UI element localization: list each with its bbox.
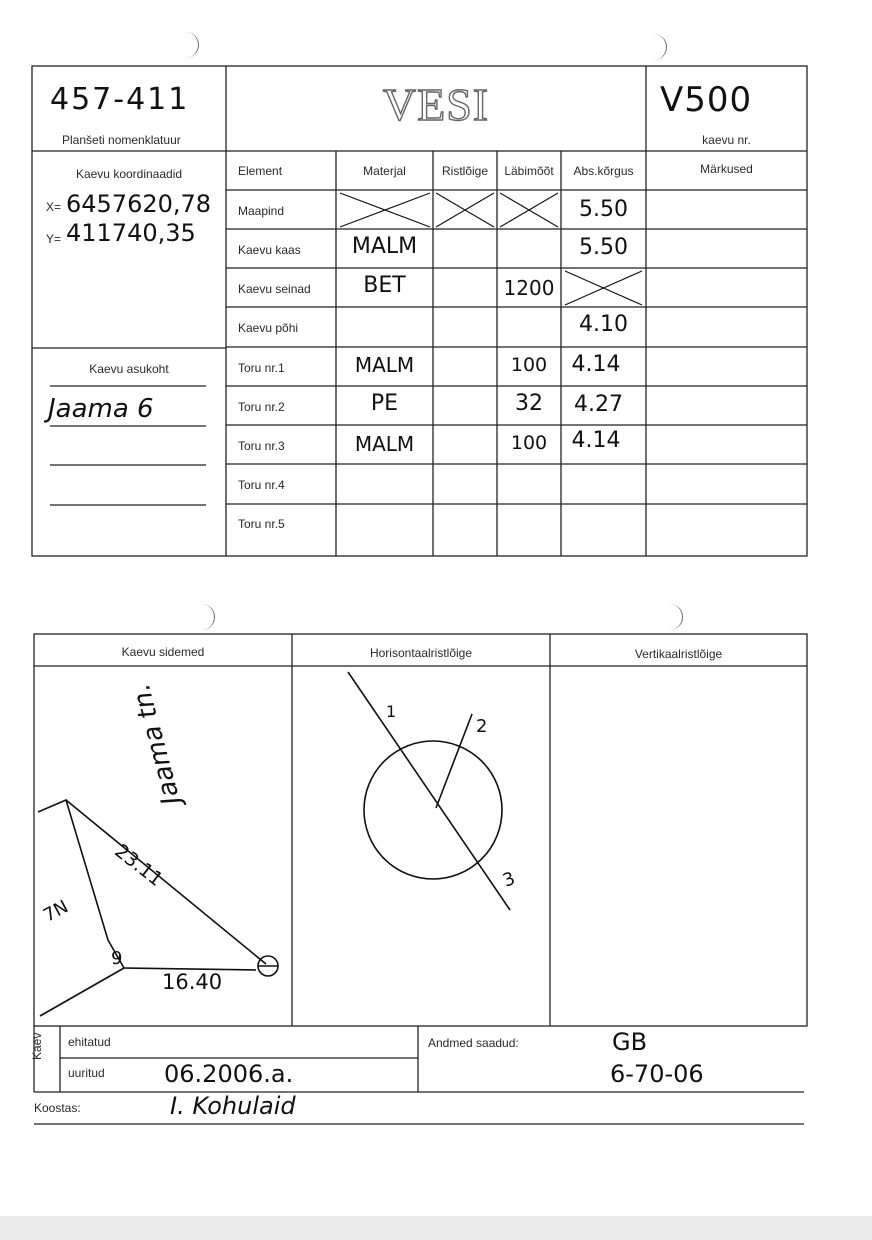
table-row-height: 5.50 bbox=[579, 197, 628, 222]
table-row-material: MALM bbox=[351, 234, 418, 259]
col-header-cross-section: Ristlõige bbox=[441, 164, 489, 178]
table-row-element: Toru nr.5 bbox=[238, 517, 285, 531]
table-row-diameter: 1200 bbox=[503, 276, 555, 300]
street-label: Jaama tn. bbox=[125, 680, 187, 808]
col-header-abs-height: Abs.kõrgus bbox=[573, 164, 634, 178]
table-row-material: MALM bbox=[354, 432, 415, 456]
surveyed-label: uuritud bbox=[68, 1066, 105, 1080]
table-row-diameter: 100 bbox=[510, 432, 548, 454]
built-label: ehitatud bbox=[68, 1035, 111, 1049]
distance-label-1: 23.11 bbox=[110, 840, 167, 891]
location-label: Kaevu asukoht bbox=[89, 362, 169, 376]
table-row-element: Toru nr.1 bbox=[238, 361, 285, 375]
well-number-label: kaevu nr. bbox=[702, 133, 751, 147]
data-source-label: Andmed saadud: bbox=[428, 1036, 519, 1050]
data-source-value-1: GB bbox=[612, 1028, 648, 1056]
table-row-element: Maapind bbox=[238, 204, 285, 218]
table-row-height: 4.27 bbox=[574, 392, 623, 417]
plansheet-value: 457-411 bbox=[50, 82, 190, 117]
table-row-element: Kaevu põhi bbox=[238, 321, 299, 335]
col-header-element: Element bbox=[238, 164, 283, 178]
table-row-element: Toru nr.2 bbox=[238, 400, 285, 414]
corner-mark-label: 9 bbox=[111, 948, 123, 969]
x-prefix: X= bbox=[46, 200, 62, 214]
horizontal-section-sketch bbox=[348, 672, 510, 910]
compiled-by-label: Koostas: bbox=[34, 1101, 81, 1115]
table-row-element: Kaevu kaas bbox=[238, 243, 301, 257]
table-row-diameter: 32 bbox=[515, 391, 543, 416]
ties-sketch bbox=[38, 800, 278, 1016]
house-number-label: 7N bbox=[40, 896, 72, 927]
col-header-diameter: Läbimõõt bbox=[504, 164, 554, 178]
pipe-label-1: 1 bbox=[386, 702, 397, 721]
scan-edge bbox=[0, 1216, 872, 1240]
page-title: VESI bbox=[382, 79, 490, 130]
table-row-height: 4.14 bbox=[571, 352, 621, 377]
table-row-element: Kaevu seinad bbox=[238, 282, 311, 296]
table-row-material: BET bbox=[363, 273, 406, 298]
table-row-material: PE bbox=[370, 391, 399, 416]
well-side-label: Kaev bbox=[30, 1032, 44, 1060]
table-row-element: Toru nr.4 bbox=[238, 478, 285, 492]
table-row-material: MALM bbox=[354, 353, 415, 377]
y-prefix: Y= bbox=[46, 232, 62, 246]
table-row-height: 4.14 bbox=[571, 428, 621, 453]
data-source-value-2: 6-70-06 bbox=[610, 1060, 704, 1088]
col-header-material: Materjal bbox=[363, 164, 406, 178]
pipe-label-2: 2 bbox=[476, 716, 488, 737]
horizontal-section-label: Horisontaalristlõige bbox=[369, 646, 473, 660]
table-row-height: 4.10 bbox=[579, 312, 628, 337]
x-coordinate: 6457620,78 bbox=[66, 190, 212, 218]
vertical-section-label: Vertikaalristlõige bbox=[634, 647, 723, 661]
table-row-diameter: 100 bbox=[510, 354, 548, 376]
compiled-by-value: I. Kohulaid bbox=[170, 1092, 296, 1120]
pipe-label-3: 3 bbox=[500, 868, 518, 892]
well-number-value: V500 bbox=[660, 80, 753, 120]
col-header-notes: Märkused bbox=[700, 162, 753, 176]
surveyed-value: 06.2006.a. bbox=[164, 1060, 294, 1088]
table-row-height: 5.50 bbox=[579, 235, 628, 260]
ties-label: Kaevu sidemed bbox=[121, 645, 205, 659]
y-coordinate: 411740,35 bbox=[66, 219, 196, 247]
table-row-element: Toru nr.3 bbox=[238, 439, 285, 453]
plansheet-label: Planšeti nomenklatuur bbox=[62, 133, 181, 147]
coords-label: Kaevu koordinaadid bbox=[75, 167, 183, 181]
location-value: Jaama 6 bbox=[48, 394, 154, 424]
distance-label-2: 16.40 bbox=[162, 970, 223, 994]
